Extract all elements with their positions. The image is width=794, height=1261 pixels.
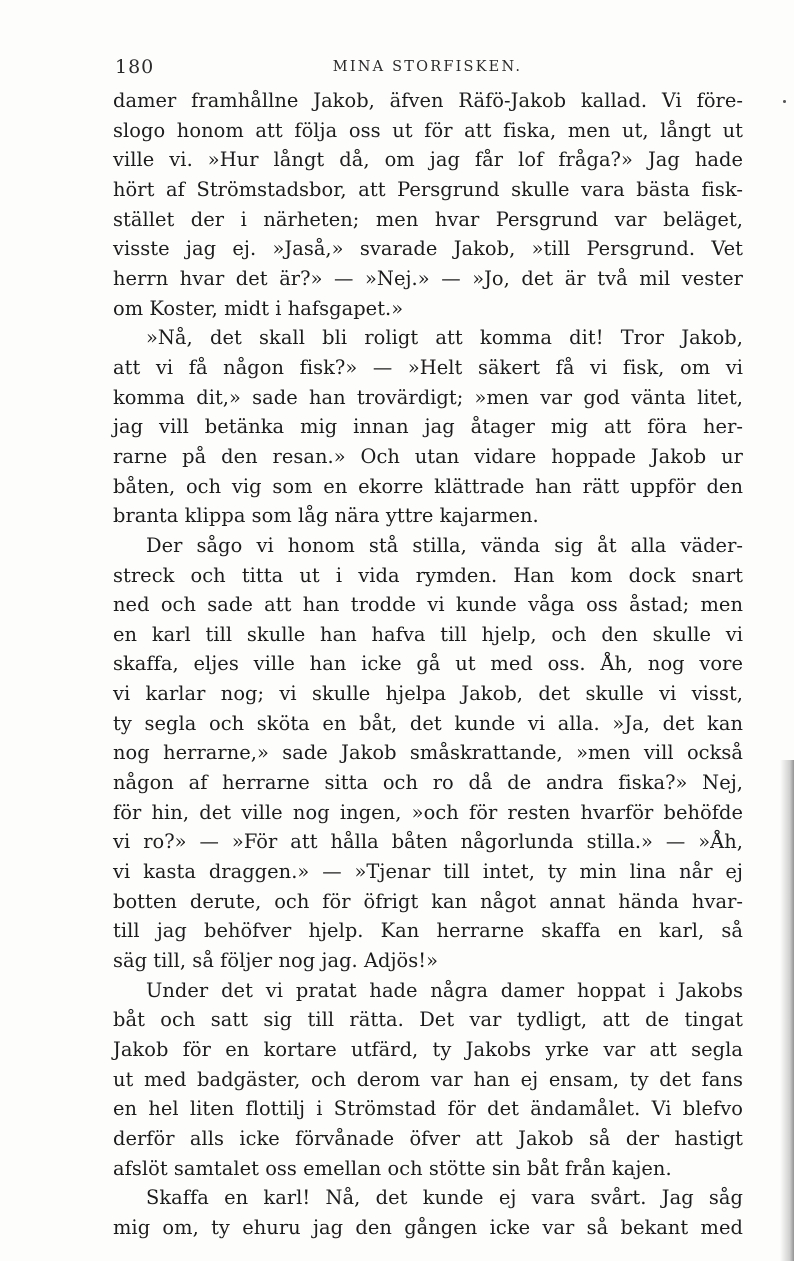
text-line: för hin, det ville nog ingen, »och för resten hvarför behöfde — [113, 800, 743, 824]
text-line: vi kasta draggen.» — »Tjenar till intet, ty min lina når ej — [113, 860, 743, 884]
paragraph — [113, 323, 743, 531]
text-line: damer framhållne Jakob, äfven Räfö-Jakob kallad. Vi före- — [113, 89, 743, 112]
text-line: vi ro?» — »För att hålla båten någorlunda stilla.» — »Åh, — [113, 830, 743, 854]
text-line: skaffa, eljes ville han icke gå ut med oss. Åh, nog vore — [113, 652, 743, 676]
text-line: hört af Strömstadsbor, att Persgrund skulle vara bästa fisk- — [113, 177, 743, 201]
text-line: »Nå, det skall bli roligt att komma dit! Tror Jakob, — [146, 326, 743, 350]
paragraph — [113, 531, 743, 976]
running-title: MINA STORFISKEN. — [332, 59, 523, 75]
paragraph — [113, 976, 743, 1184]
text-line: någon af herrarne sitta och ro då de andra fiska?» Nej, — [113, 771, 743, 795]
text-line: jag vill betänka mig innan jag åtager mig att föra her- — [113, 415, 743, 439]
text-line: branta klippa som låg nära yttre kajarmen. — [113, 504, 539, 528]
text-line: mig om, ty ehuru jag den gången icke var så bekant med — [113, 1215, 743, 1239]
text-line: rarne på den resan.» Och utan vidare hoppade Jakob ur — [113, 444, 743, 468]
body-text — [113, 86, 743, 1243]
text-line: säg till, så följer nog jag. Adjös!» — [113, 949, 439, 973]
text-line: vi karlar nog; vi skulle hjelpa Jakob, det skulle vi visst, — [113, 682, 743, 706]
text-line: komma dit,» sade han trovärdigt; »men var god vänta litet, — [113, 385, 743, 409]
text-line: streck och titta ut i vida rymden. Han kom dock snart — [113, 563, 743, 587]
text-line: till jag behöfver hjelp. Kan herrarne skaffa en karl, så — [113, 919, 743, 943]
paragraph — [113, 86, 743, 323]
text-line: slogo honom att följa oss ut för att fiska, men ut, långt ut — [113, 118, 743, 142]
text-line: derför alls icke förvånade öfver att Jakob så der hastigt — [113, 1126, 743, 1150]
margin-speck — [783, 100, 786, 103]
text-line: en karl till skulle han hafva till hjelp, och den skulle vi — [113, 622, 743, 646]
text-line: visste jag ej. »Jaså,» svarade Jakob, »till Persgrund. Vet — [113, 237, 743, 261]
text-line: båten, och vig som en ekorre klättrade han rätt uppför den — [113, 474, 743, 498]
paragraph — [113, 1183, 743, 1242]
text-line: Skaffa en karl! Nå, det kunde ej vara svårt. Jag såg — [146, 1186, 743, 1210]
text-line: herrn hvar det är?» — »Nej.» — »Jo, det är två mil vester — [113, 266, 743, 290]
text-line: afslöt samtalet oss emellan och stötte sin båt från kajen. — [113, 1156, 672, 1180]
text-line: ut med badgäster, och derom var han ej ensam, ty det fans — [113, 1067, 743, 1091]
text-line: ty segla och sköta en båt, det kunde vi alla. »Ja, det kan — [113, 711, 743, 735]
text-line: Der sågo vi honom stå stilla, vända sig åt alla väder- — [146, 533, 743, 557]
text-line: båt och satt sig till rätta. Det var tydligt, att de tingat — [113, 1008, 743, 1032]
page-edge-shadow — [780, 760, 794, 1261]
text-line: en hel liten flottilj i Strömstad för det ändamålet. Vi blefvo — [113, 1097, 743, 1121]
text-line: Under det vi pratat hade några damer hoppat i Jakobs — [146, 978, 743, 1002]
page-number: 180 — [115, 56, 155, 78]
text-line: Jakob för en kortare utfärd, ty Jakobs yrke var att segla — [113, 1038, 743, 1061]
text-line: stället der i närheten; men hvar Persgrund var beläget, — [113, 207, 743, 231]
text-line: nog herrarne,» sade Jakob småskrattande, »men vill också — [113, 741, 743, 765]
page-header — [115, 56, 740, 82]
text-line: ned och sade att han trodde vi kunde våga oss åstad; men — [113, 593, 743, 617]
text-line: att vi få någon fisk?» — »Helt säkert få vi fisk, om vi — [113, 355, 743, 379]
text-line: botten derute, och för öfrigt kan något annat hända hvar- — [113, 889, 743, 913]
text-line: ville vi. »Hur långt då, om jag får lof fråga?» Jag hade — [113, 148, 743, 172]
text-line: om Koster, midt i hafsgapet.» — [113, 296, 404, 320]
